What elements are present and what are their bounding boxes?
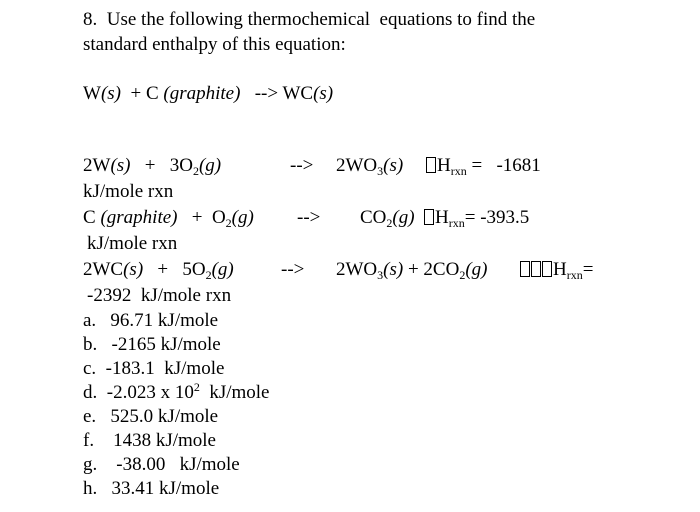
eq2-value: = -393.5 xyxy=(464,207,530,228)
eq1-value: = -1681 xyxy=(466,155,541,176)
missing-glyph-icon xyxy=(542,261,552,277)
question-text-line-2: standard enthalpy of this equation: xyxy=(83,34,346,55)
eq3-o2-state: (g) xyxy=(211,259,234,280)
eq1-o2-state: (g) xyxy=(198,155,222,176)
eq1-w: 2W xyxy=(83,155,111,176)
eq3-h: H xyxy=(553,259,567,280)
eq1-reactants xyxy=(83,155,221,177)
eq3-co2-state: (g) xyxy=(465,259,488,280)
missing-glyph-icon xyxy=(531,261,541,277)
eq3-wc-state: (s) xyxy=(123,259,144,280)
choice-d-exponent: 2 xyxy=(193,380,200,394)
target-graphite: (graphite) xyxy=(158,83,246,104)
target-arrow-wc: --> WC xyxy=(245,83,314,104)
eq3-co2: + 2CO xyxy=(403,259,460,280)
eq2-o2-state: (g) xyxy=(231,207,254,228)
eq3-o2: + 5O xyxy=(143,259,206,280)
choice-g[interactable]: g. -38.00 kJ/mole xyxy=(83,454,240,475)
choice-e[interactable]: e. 525.0 kJ/mole xyxy=(83,406,219,427)
choice-h[interactable]: h. 33.41 kJ/mole xyxy=(83,478,220,499)
eq1-h-sub: rxn xyxy=(450,164,467,178)
choice-a[interactable]: a. 96.71 kJ/mole xyxy=(83,310,219,331)
target-wc-state: (s) xyxy=(313,83,334,104)
eq2-c: C xyxy=(83,207,101,228)
eq3-value: = xyxy=(582,259,594,280)
target-w-state: (s) xyxy=(100,83,121,104)
eq1-w-state: (s) xyxy=(110,155,131,176)
choice-d-value: d. -2.023 x 10 xyxy=(83,382,194,403)
eq2-enthalpy xyxy=(424,207,529,229)
eq1-h: H xyxy=(437,155,451,176)
question-text-line-1: 8. Use the following thermochemical equations to find the xyxy=(83,9,536,30)
missing-glyph-icon xyxy=(520,261,530,277)
choice-c[interactable]: c. -183.1 kJ/mole xyxy=(83,358,225,379)
eq1-o2: + 3O xyxy=(130,155,193,176)
eq3-units: -2392 kJ/mole rxn xyxy=(87,285,232,306)
eq3-wo3-sub: 3 xyxy=(377,268,384,282)
eq1-wo3: 2WO xyxy=(336,155,378,176)
eq2-o2-sub: 2 xyxy=(225,216,232,230)
eq2-co2-state: (g) xyxy=(392,207,415,228)
choice-f[interactable]: f. 1438 kJ/mole xyxy=(83,430,216,451)
eq2-arrow: --> xyxy=(297,207,321,228)
eq2-o2: + O xyxy=(177,207,226,228)
eq2-c-state: (graphite) xyxy=(100,207,178,228)
choice-b[interactable]: b. -2165 kJ/mole xyxy=(83,334,221,355)
eq1-wo3-sub: 3 xyxy=(377,164,384,178)
eq3-enthalpy xyxy=(520,259,593,281)
eq2-h-sub: rxn xyxy=(448,216,465,230)
eq3-wo3-state: (s) xyxy=(383,259,404,280)
eq2-co2: CO xyxy=(360,207,387,228)
eq3-reactants xyxy=(83,259,234,281)
eq1-product xyxy=(336,155,403,177)
missing-glyph-icon xyxy=(424,209,434,225)
eq3-products xyxy=(336,259,487,281)
missing-glyph-icon xyxy=(426,157,436,173)
eq1-enthalpy xyxy=(426,155,541,177)
eq2-product xyxy=(360,207,415,229)
eq3-wo3: 2WO xyxy=(336,259,378,280)
eq2-h: H xyxy=(435,207,449,228)
eq2-co2-sub: 2 xyxy=(386,216,393,230)
eq2-units: kJ/mole rxn xyxy=(87,233,178,254)
eq3-h-sub: rxn xyxy=(566,268,583,282)
eq1-units: kJ/mole rxn xyxy=(83,181,174,202)
eq1-arrow: --> xyxy=(290,155,314,176)
eq1-wo3-state: (s) xyxy=(383,155,404,176)
eq3-wc: 2WC xyxy=(83,259,124,280)
eq3-co2-sub: 2 xyxy=(459,268,466,282)
eq3-arrow: --> xyxy=(281,259,305,280)
eq3-o2-sub: 2 xyxy=(205,268,212,282)
eq1-o2-sub: 2 xyxy=(192,164,199,178)
choice-d[interactable] xyxy=(83,382,270,404)
target-plus-c: + C xyxy=(121,83,159,104)
target-equation xyxy=(83,83,333,105)
target-w: W xyxy=(83,83,101,104)
eq2-reactants xyxy=(83,207,254,229)
choice-d-units: kJ/mole xyxy=(199,382,270,403)
